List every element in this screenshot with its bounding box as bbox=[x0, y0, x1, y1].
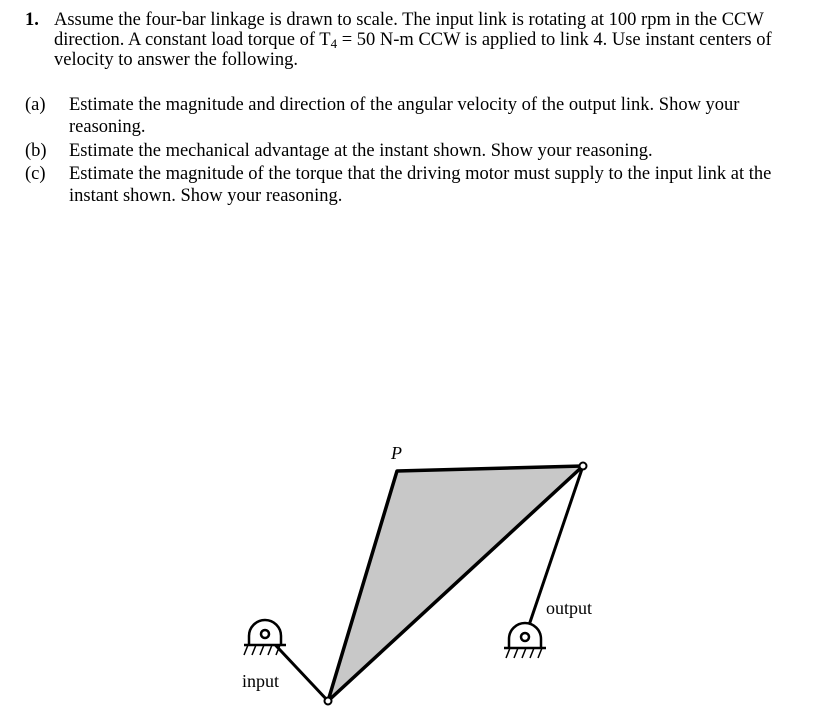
subquestion-text: Estimate the magnitude and direction of the angular velocity of the output link. Show your reasoning. bbox=[69, 95, 740, 137]
input-coupler-joint bbox=[325, 698, 332, 705]
coupler-link-triangle bbox=[328, 466, 583, 701]
output-label: output bbox=[546, 598, 593, 618]
problem-text-end: = 50 N-m CCW is applied to link 4. Use instant centers of velocity to answer the following. bbox=[54, 30, 772, 70]
coupler-output-joint bbox=[580, 463, 587, 470]
output-ground-pivot bbox=[504, 623, 546, 658]
subquestion-label: (c) bbox=[25, 164, 46, 184]
subquestion-label: (b) bbox=[25, 141, 47, 161]
problem-text-start: Assume the four-bar linkage is drawn to scale. The input link is rotating at 100 rpm in the CCW direction. A constant load torque of T bbox=[54, 10, 764, 50]
subquestion-text: Estimate the mechanical advantage at the instant shown. Show your reasoning. bbox=[69, 141, 653, 161]
point-p-label: P bbox=[391, 443, 402, 463]
subquestion-text: Estimate the magnitude of the torque that the driving motor must supply to the input link at the instant shown. Show your reasoning. bbox=[69, 164, 772, 206]
subquestion-label: (a) bbox=[25, 95, 46, 115]
problem-number: 1. bbox=[25, 10, 39, 30]
torque-subscript: 4 bbox=[330, 36, 338, 51]
input-label: input bbox=[242, 671, 280, 691]
